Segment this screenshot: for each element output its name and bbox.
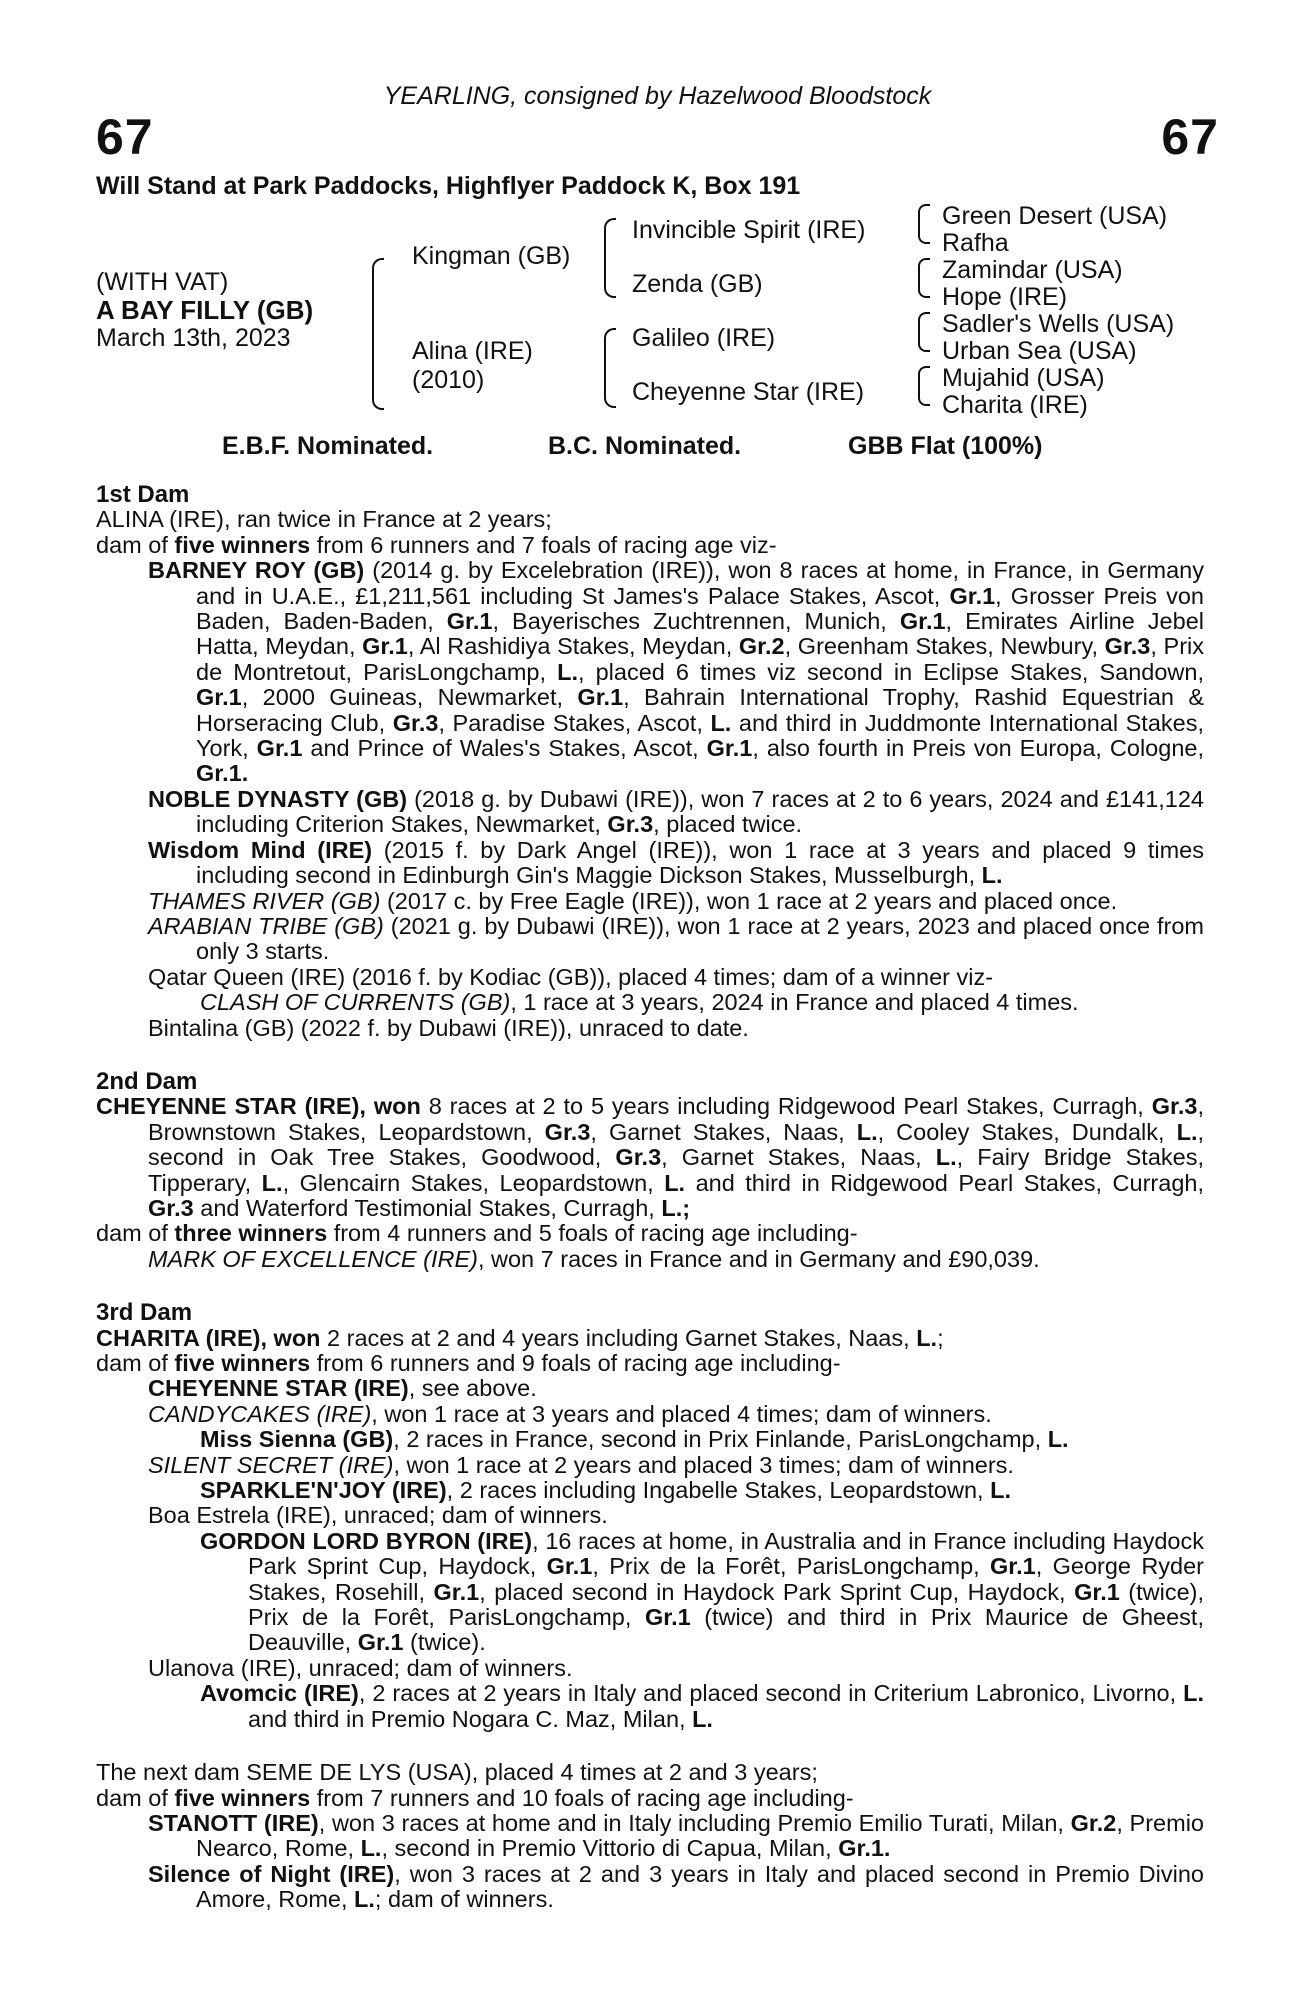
- first-dam-intro: ALINA (IRE), ran twice in France at 2 years;: [96, 506, 552, 533]
- pedigree-bracket-main: [372, 258, 384, 410]
- stand-location: Will Stand at Park Paddocks, Highflyer Paddock K, Box 191: [96, 172, 801, 200]
- progeny-boa-estrela: Boa Estrela (IRE), unraced; dam of winners.: [148, 1502, 608, 1529]
- progeny-cheyenne-star: CHEYENNE STAR (IRE), see above.: [148, 1375, 537, 1402]
- granddam-8: Charita (IRE): [942, 391, 1088, 419]
- progeny-silence-of-night: Silence of Night (IRE), won 3 races at 2 and 3 years in Italy and placed second in Premio Divino Amore, Rome, L.; dam of winners.: [148, 1860, 1204, 1913]
- progeny-sparkle-n-joy: SPARKLE'N'JOY (IRE), 2 races including Ingabelle Stakes, Leopardstown, L.: [200, 1477, 1011, 1504]
- progeny-candycakes: CANDYCAKES (IRE), won 1 race at 3 years and placed 4 times; dam of winners.: [148, 1400, 992, 1427]
- dam-dam: Cheyenne Star (IRE): [632, 378, 865, 406]
- dam-year: (2010): [412, 366, 485, 394]
- dam-sire: Galileo (IRE): [632, 324, 776, 352]
- grandsire-1: Green Desert (USA): [942, 202, 1168, 230]
- progeny-barney-roy: BARNEY ROY (GB) (2014 g. by Excelebration (IRE)), won 8 races at home, in France, in Germany and in U.A.E., £1,211,561 including St James's Palace Stakes, Ascot, Gr.1, Grosser Preis von Baden, Baden-Baden, Gr.1, Bayerisches Zuchtrennen, Munich, Gr.1, Emirates Airline Jebel Hatta, Meydan, Gr.1, Al Rashidiya Stakes, Meydan, Gr.2, Greenham Stakes, Newbury, Gr.3, Prix de Montretout, ParisLongchamp, L., placed 6 times viz second in Eclipse Stakes, Sandown, Gr.1, 2000 Guineas, Newmarket, Gr.1, Bahrain International Trophy, Rashid Equestrian & Horseracing Club, Gr.3, Paradise Stakes, Ascot, L. and third in Juddmonte International Stakes, York, Gr.1 and Prince of Wales's Stakes, Ascot, Gr.1, also fourth in Preis von Europa, Cologne, Gr.1.: [148, 557, 1205, 787]
- progeny-gordon-lord-byron: GORDON LORD BYRON (IRE), 16 races at home, in Australia and in France including Haydock Park Sprint Cup, Haydock, Gr.1, Prix de la Forêt, ParisLongchamp, Gr.1, George Ryder Stakes, Rosehill, Gr.1, placed second in Haydock Park Sprint Cup, Haydock, Gr.1 (twice), Prix de la Forêt, ParisLongchamp, Gr.1 (twice) and third in Prix Maurice de Gheest, Deauville, Gr.1 (twice).: [200, 1527, 1204, 1656]
- progeny-ulanova: Ulanova (IRE), unraced; dam of winners.: [148, 1654, 573, 1681]
- lot-description: YEARLING, consigned by Hazelwood Bloodstock: [383, 82, 932, 110]
- vat-note: (WITH VAT): [96, 268, 229, 296]
- progeny-mark-of-excellence: MARK OF EXCELLENCE (IRE), won 7 races in France and in Germany and £90,039.: [148, 1245, 1040, 1272]
- granddam-4: Hope (IRE): [942, 283, 1068, 311]
- second-dam-record: CHEYENNE STAR (IRE), won 8 races at 2 to 5 years including Ridgewood Pearl Stakes, Curragh, Gr.3, Brownstown Stakes, Leopardstown, Gr.3, Garnet Stakes, Naas, L., Cooley Stakes, Dundalk, L., second in Oak Tree Stakes, Goodwood, Gr.3, Garnet Stakes, Naas, L., Fairy Bridge Stakes, Tipperary, L., Glencairn Stakes, Leopardstown, L. and third in Ridgewood Pearl Stakes, Curragh, Gr.3 and Waterford Testimonial Stakes, Curragh, L.;: [96, 1093, 1205, 1221]
- first-dam-heading: 1st Dam: [96, 481, 190, 508]
- ebf-nomination: E.B.F. Nominated.: [222, 432, 434, 460]
- progeny-clash-of-currents: CLASH OF CURRENTS (GB), 1 race at 3 years, 2024 in France and placed 4 times.: [200, 989, 1079, 1016]
- catalogue-body: [96, 482, 1204, 1913]
- progeny-avomcic: Avomcic (IRE), 2 races at 2 years in Italy and placed second in Criterium Labronico, Livorno, L. and third in Premio Nogara C. Maz, Milan, L.: [200, 1680, 1204, 1732]
- sire-dam: Zenda (GB): [632, 270, 763, 298]
- progeny-arabian-tribe: ARABIAN TRIBE (GB) (2021 g. by Dubawi (IRE)), won 1 race at 2 years, 2023 and placed once from only 3 starts.: [148, 912, 1204, 965]
- grandsire-5: Sadler's Wells (USA): [942, 310, 1175, 338]
- progeny-thames-river: THAMES RIVER (GB) (2017 c. by Free Eagle (IRE)), won 1 race at 2 years and placed once.: [148, 887, 1118, 914]
- pedigree-bracket-sire: [604, 218, 616, 298]
- lot-number-right: 67: [1161, 109, 1219, 165]
- third-dam-record: CHARITA (IRE), won 2 races at 2 and 4 years including Garnet Stakes, Naas, L.;: [96, 1324, 944, 1351]
- next-dam-intro: The next dam SEME DE LYS (USA), placed 4 times at 2 and 3 years;: [96, 1759, 818, 1786]
- next-dam-produce-summary: dam of five winners from 7 runners and 10 foals of racing age including-: [96, 1784, 854, 1811]
- pedigree-bracket-g78: [918, 366, 930, 406]
- lot-number-left: 67: [96, 109, 154, 165]
- foaling-date: March 13th, 2023: [96, 324, 291, 352]
- bc-nomination: B.C. Nominated.: [548, 432, 742, 460]
- horse-name: A BAY FILLY (GB): [96, 295, 314, 325]
- third-dam-produce-summary: dam of five winners from 6 runners and 9 foals of racing age including-: [96, 1350, 841, 1376]
- progeny-stanott: STANOTT (IRE), won 3 races at home and in Italy including Premio Emilio Turati, Milan, Gr.2, Premio Nearco, Rome, L., second in Premio Vittorio di Capua, Milan, Gr.1.: [148, 1809, 1204, 1862]
- progeny-noble-dynasty: NOBLE DYNASTY (GB) (2018 g. by Dubawi (IRE)), won 7 races at 2 to 6 years, 2024 and £141,124 including Criterion Stakes, Newmarket, Gr.3, placed twice.: [148, 785, 1204, 838]
- pedigree-bracket-dam: [604, 328, 616, 408]
- granddam-6: Urban Sea (USA): [942, 337, 1137, 365]
- granddam-2: Rafha: [942, 229, 1009, 257]
- progeny-bintalina: Bintalina (GB) (2022 f. by Dubawi (IRE)), unraced to date.: [148, 1014, 749, 1041]
- sire-sire: Invincible Spirit (IRE): [632, 216, 866, 244]
- progeny-silent-secret: SILENT SECRET (IRE), won 1 race at 2 years and placed 3 times; dam of winners.: [148, 1451, 1014, 1478]
- grandsire-7: Mujahid (USA): [942, 364, 1105, 392]
- second-dam-produce-summary: dam of three winners from 4 runners and 5 foals of racing age including-: [96, 1220, 858, 1247]
- sire: Kingman (GB): [412, 242, 571, 270]
- pedigree-bracket-g34: [918, 258, 930, 298]
- third-dam-heading: 3rd Dam: [96, 1299, 193, 1327]
- pedigree-bracket-g12: [918, 204, 930, 244]
- gbb-nomination: GBB Flat (100%): [848, 432, 1043, 460]
- first-dam-produce-summary: dam of five winners from 6 runners and 7 foals of racing age viz-: [96, 531, 777, 558]
- progeny-qatar-queen: Qatar Queen (IRE) (2016 f. by Kodiac (GB)), placed 4 times; dam of a winner viz-: [148, 963, 994, 990]
- progeny-miss-sienna: Miss Sienna (GB), 2 races in France, second in Prix Finlande, ParisLongchamp, L.: [200, 1426, 1069, 1453]
- progeny-wisdom-mind: Wisdom Mind (IRE) (2015 f. by Dark Angel (IRE)), won 1 race at 3 years and placed 9 times including second in Edinburgh Gin's Maggie Dickson Stakes, Musselburgh, L.: [148, 836, 1204, 889]
- grandsire-3: Zamindar (USA): [942, 256, 1123, 284]
- pedigree-bracket-g56: [918, 312, 930, 352]
- second-dam-heading: 2nd Dam: [96, 1067, 198, 1095]
- dam: Alina (IRE): [412, 337, 533, 365]
